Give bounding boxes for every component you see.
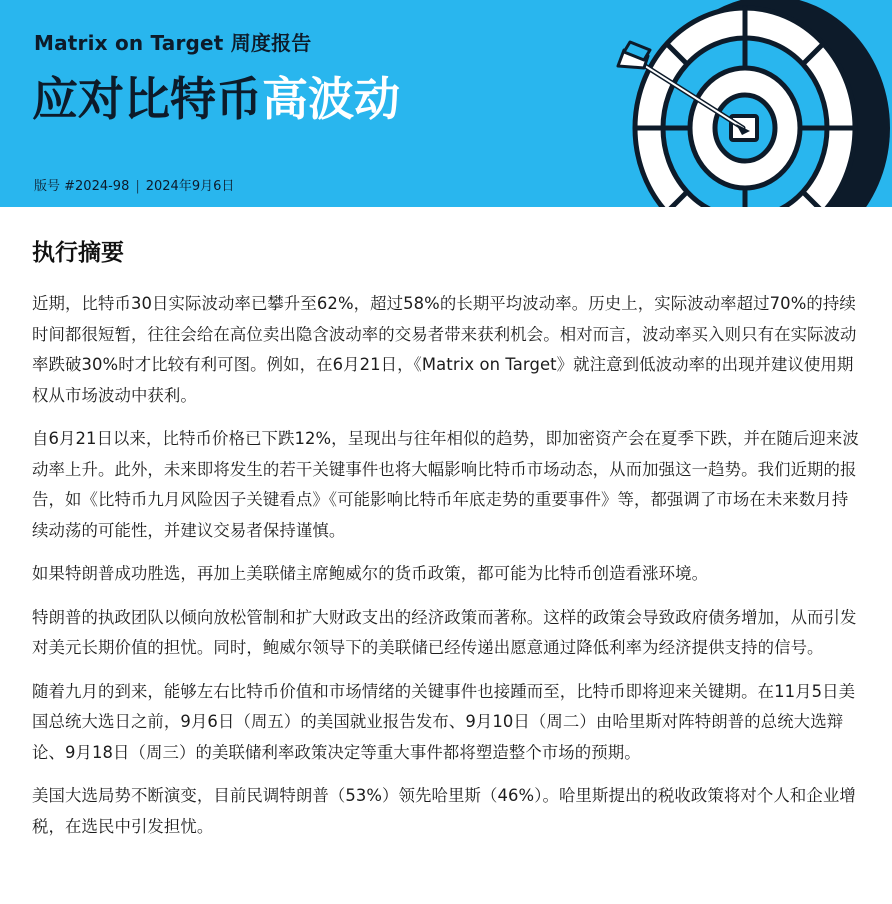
section-heading-executive-summary: 执行摘要: [32, 240, 124, 266]
report-title-highlight: 高波动: [262, 72, 400, 126]
report-title: [32, 74, 400, 125]
report-body: [0, 237, 892, 842]
meta-separator: |: [135, 179, 140, 194]
summary-paragraph: 随着九月的到来，能够左右比特币价值和市场情绪的关键事件也接踵而至，比特币即将迎来关键期。在11月5日美国总统大选日之前，9月6日（周五）的美国就业报告发布、9月10日（周二）由哈里斯对阵特朗普的总统大选辩论、9月18日（周三）的美联储利率政策决定等重大事件都将塑造整个市场的预期。: [32, 681, 856, 762]
report-meta: [34, 175, 234, 194]
summary-paragraph: 近期，比特币30日实际波动率已攀升至62%，超过58%的长期平均波动率。历史上，实际波动率超过70%的持续时间都很短暂，往往会给在高位卖出隐含波动率的交易者带来获利机会。相对而言，波动率买入则只有在实际波动率跌破30%时才比较有利可图。例如，在6月21日，《Matrix on Target》就注意到低波动率的出现并建议使用期权从市场波动中获利。: [32, 294, 857, 405]
summary-paragraph: 特朗普的执政团队以倾向放松管制和扩大财政支出的经济政策而著称。这样的政策会导致政府债务增加，从而引发对美元长期价值的担忧。同时，鲍威尔领导下的美联储已经传递出愿意通过降低利率为经济提供支持的信号。: [32, 607, 857, 657]
issue-number: 版号 #2024-98: [34, 179, 130, 194]
report-header: [0, 0, 892, 207]
report-title-main: 应对比特币: [32, 72, 262, 126]
summary-paragraph: 美国大选局势不断演变，目前民调特朗普（53%）领先哈里斯（46%）。哈里斯提出的税收政策将对个人和企业增税，在选民中引发担忧。: [32, 786, 856, 836]
summary-paragraph: 自6月21日以来，比特币价格已下跌12%，呈现出与往年相似的趋势，即加密资产会在夏季下跌，并在随后迎来波动率上升。此外，未来即将发生的若干关键事件也将大幅影响比特币市场动态，从而加强这一趋势。我们近期的报告，如《比特币九月风险因子关键看点》《可能影响比特币年底走势的重要事件》等，都强调了市场在未来数月持续动荡的可能性，并建议交易者保持谨慎。: [32, 429, 859, 540]
report-series-title: Matrix on Target 周度报告: [34, 31, 312, 55]
target-arrow-icon: [600, 0, 892, 207]
report-date: 2024年9月6日: [145, 179, 235, 194]
summary-paragraph: 如果特朗普成功胜选，再加上美联储主席鲍威尔的货币政策，都可能为比特币创造看涨环境。: [32, 564, 709, 583]
